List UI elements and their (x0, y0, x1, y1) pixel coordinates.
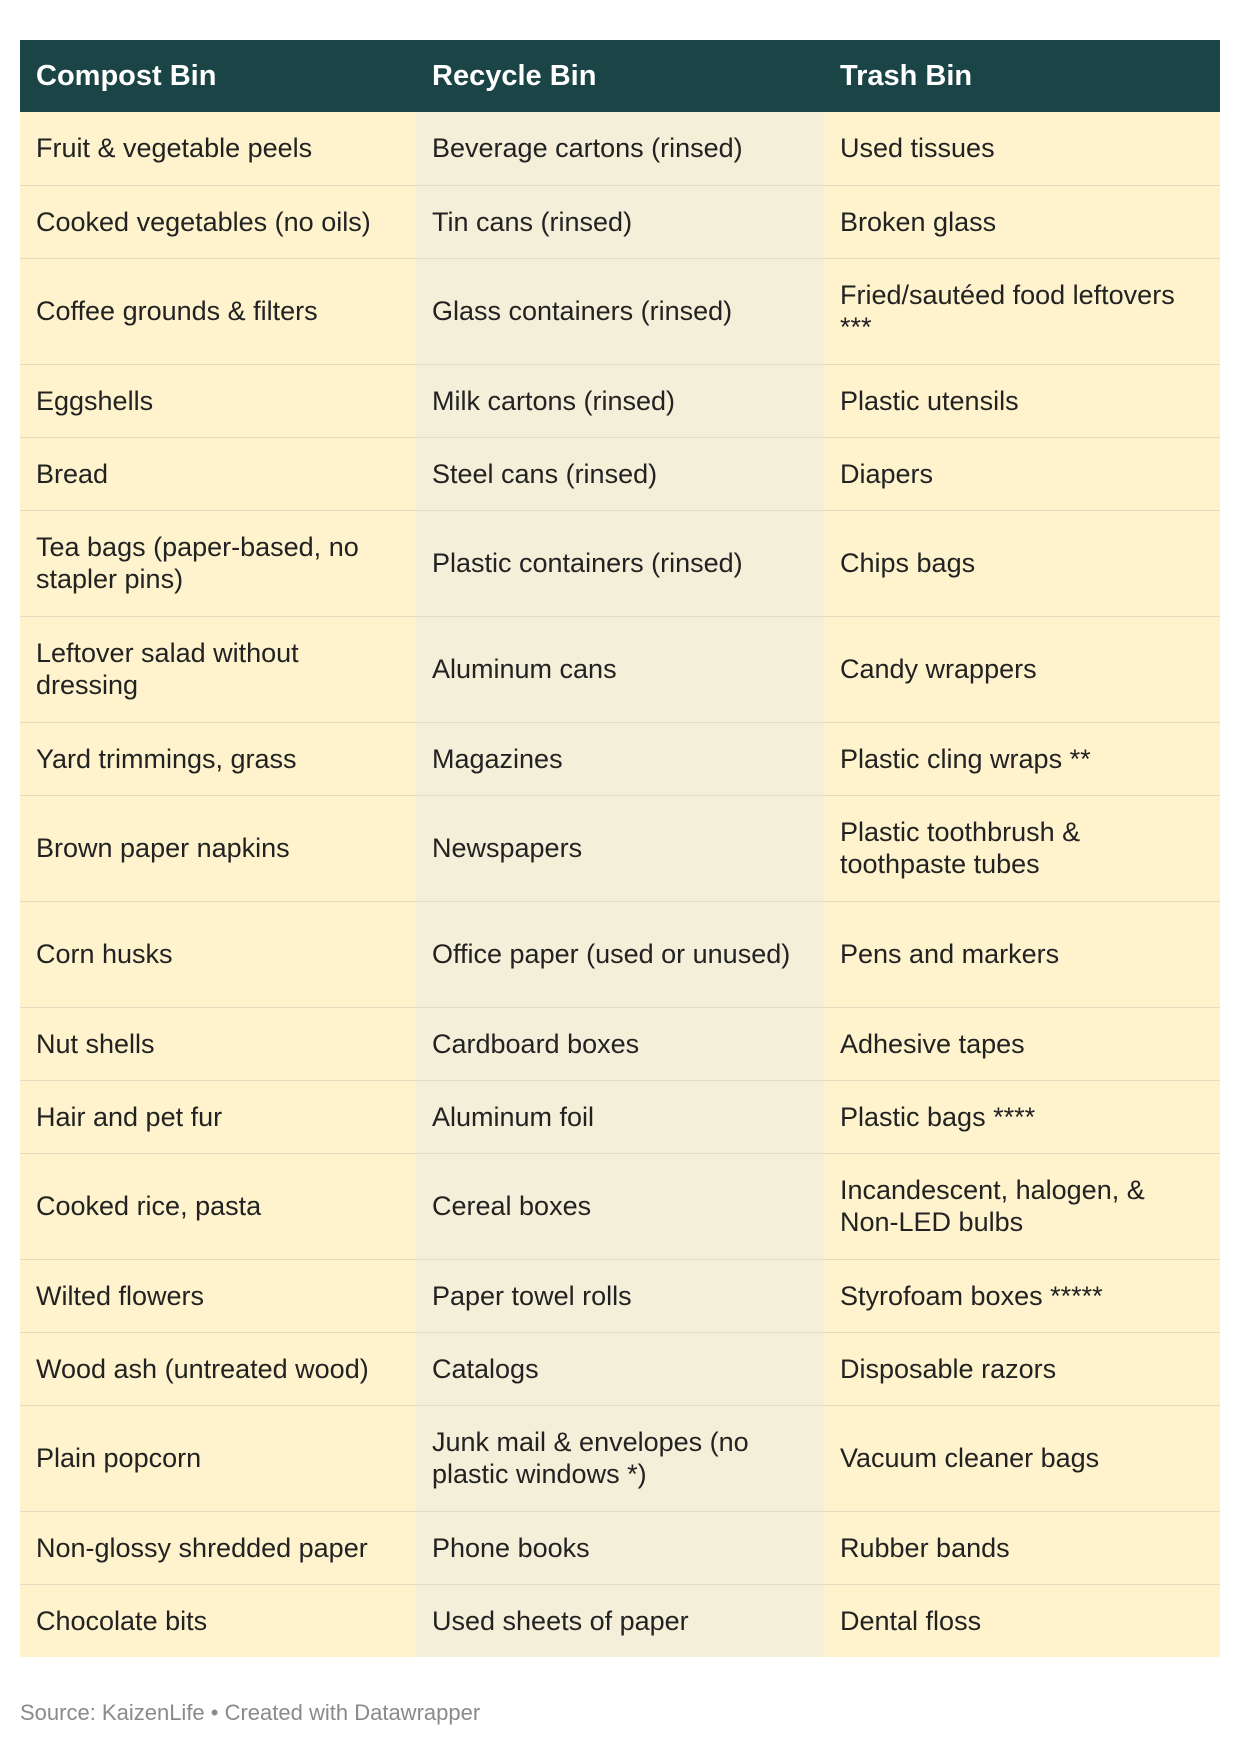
table-row (20, 1153, 1220, 1259)
compost-cell: Cooked rice, pasta (20, 1153, 416, 1259)
trash-cell: Disposable razors (824, 1332, 1220, 1405)
table-row (20, 1511, 1220, 1584)
trash-cell: Fried/sautéed food leftovers *** (824, 258, 1220, 364)
table-row (20, 795, 1220, 901)
recycle-cell: Newspapers (416, 795, 824, 901)
table-row (20, 364, 1220, 437)
compost-cell: Wood ash (untreated wood) (20, 1332, 416, 1405)
table-row (20, 1405, 1220, 1511)
recycle-cell: Cereal boxes (416, 1153, 824, 1259)
recycle-cell: Cardboard boxes (416, 1007, 824, 1080)
header-recycle-bin: Recycle Bin (416, 40, 824, 112)
table-row (20, 185, 1220, 258)
recycle-cell: Catalogs (416, 1332, 824, 1405)
recycle-cell: Tin cans (rinsed) (416, 185, 824, 258)
compost-cell: Non-glossy shredded paper (20, 1511, 416, 1584)
trash-cell: Pens and markers (824, 901, 1220, 1007)
table-row (20, 616, 1220, 722)
compost-cell: Nut shells (20, 1007, 416, 1080)
table-row (20, 1332, 1220, 1405)
table-row (20, 1080, 1220, 1153)
recycle-cell: Magazines (416, 722, 824, 795)
header-compost-bin: Compost Bin (20, 40, 416, 112)
trash-cell: Diapers (824, 437, 1220, 510)
compost-cell: Cooked vegetables (no oils) (20, 185, 416, 258)
trash-cell: Incandescent, halogen, & Non-LED bulbs (824, 1153, 1220, 1259)
source-credit: Source: KaizenLife • Created with Datawrapper (20, 1700, 481, 1725)
table-row (20, 112, 1220, 185)
table-header-row (20, 40, 1220, 112)
trash-cell: Plastic bags **** (824, 1080, 1220, 1153)
recycle-cell: Aluminum cans (416, 616, 824, 722)
compost-cell: Corn husks (20, 901, 416, 1007)
recycle-cell: Glass containers (rinsed) (416, 258, 824, 364)
recycle-cell: Beverage cartons (rinsed) (416, 112, 824, 185)
header-trash-bin: Trash Bin (824, 40, 1220, 112)
compost-cell: Chocolate bits (20, 1584, 416, 1657)
recycle-cell: Plastic containers (rinsed) (416, 510, 824, 616)
trash-cell: Used tissues (824, 112, 1220, 185)
recycle-cell: Office paper (used or unused) (416, 901, 824, 1007)
trash-cell: Plastic utensils (824, 364, 1220, 437)
compost-cell: Plain popcorn (20, 1405, 416, 1511)
table-body (20, 112, 1220, 1657)
recycle-cell: Milk cartons (rinsed) (416, 364, 824, 437)
trash-cell: Plastic cling wraps ** (824, 722, 1220, 795)
recycle-cell: Junk mail & envelopes (no plastic windows *) (416, 1405, 824, 1511)
recycle-cell: Phone books (416, 1511, 824, 1584)
trash-cell: Adhesive tapes (824, 1007, 1220, 1080)
table-row (20, 722, 1220, 795)
compost-cell: Brown paper napkins (20, 795, 416, 901)
compost-cell: Fruit & vegetable peels (20, 112, 416, 185)
recycle-cell: Used sheets of paper (416, 1584, 824, 1657)
table-row (20, 1584, 1220, 1657)
table-row (20, 1007, 1220, 1080)
compost-cell: Yard trimmings, grass (20, 722, 416, 795)
bin-sorting-table (20, 40, 1220, 1657)
recycle-cell: Aluminum foil (416, 1080, 824, 1153)
recycle-cell: Steel cans (rinsed) (416, 437, 824, 510)
trash-cell: Rubber bands (824, 1511, 1220, 1584)
compost-cell: Bread (20, 437, 416, 510)
bin-sorting-table-container (20, 40, 1220, 1657)
trash-cell: Plastic toothbrush & toothpaste tubes (824, 795, 1220, 901)
compost-cell: Eggshells (20, 364, 416, 437)
trash-cell: Styrofoam boxes ***** (824, 1259, 1220, 1332)
trash-cell: Broken glass (824, 185, 1220, 258)
trash-cell: Vacuum cleaner bags (824, 1405, 1220, 1511)
compost-cell: Hair and pet fur (20, 1080, 416, 1153)
compost-cell: Tea bags (paper-based, no stapler pins) (20, 510, 416, 616)
compost-cell: Coffee grounds & filters (20, 258, 416, 364)
table-row (20, 510, 1220, 616)
compost-cell: Wilted flowers (20, 1259, 416, 1332)
table-row (20, 901, 1220, 1007)
trash-cell: Chips bags (824, 510, 1220, 616)
table-row (20, 437, 1220, 510)
trash-cell: Dental floss (824, 1584, 1220, 1657)
table-row (20, 258, 1220, 364)
trash-cell: Candy wrappers (824, 616, 1220, 722)
table-row (20, 1259, 1220, 1332)
compost-cell: Leftover salad without dressing (20, 616, 416, 722)
recycle-cell: Paper towel rolls (416, 1259, 824, 1332)
